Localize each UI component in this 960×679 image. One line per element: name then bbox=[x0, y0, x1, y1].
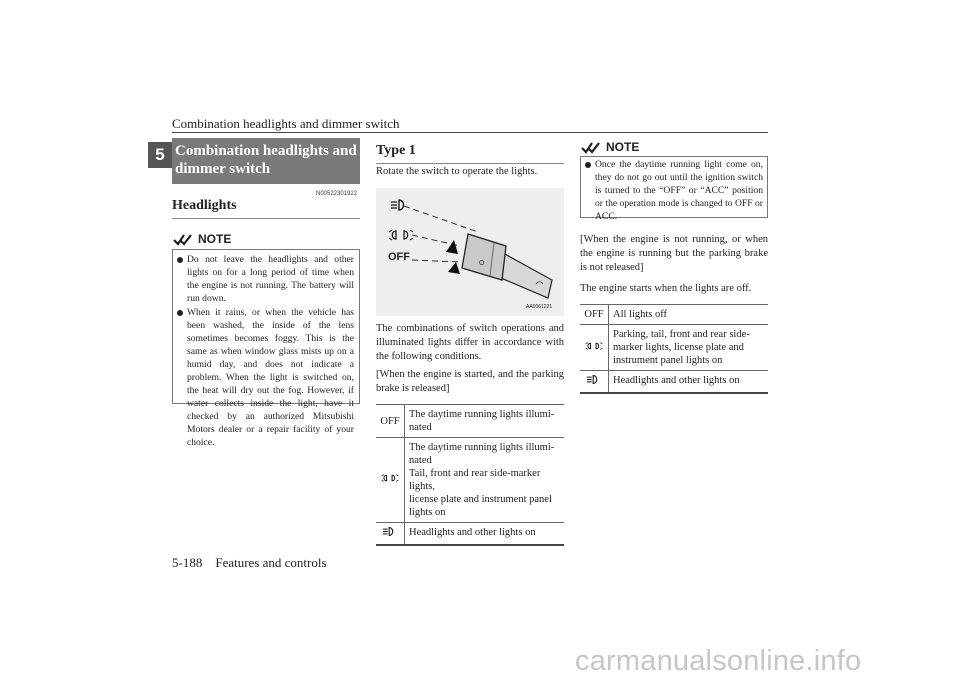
intro-text: Rotate the switch to operate the lights. bbox=[376, 166, 538, 177]
switch-illustration bbox=[376, 188, 564, 316]
note-list bbox=[584, 158, 763, 223]
table-description: Headlights and other lights on bbox=[405, 523, 565, 546]
table-symbol-cell bbox=[580, 371, 609, 394]
table-row bbox=[376, 405, 564, 438]
table-description: Headlights and other lights on bbox=[609, 371, 769, 394]
headlight-icon bbox=[382, 526, 398, 537]
table-symbol-off: OFF bbox=[376, 405, 405, 438]
paragraph-engine-started: [When the engine is started, and the parking brake is released] bbox=[376, 369, 564, 394]
note-box-left bbox=[172, 249, 360, 448]
page-number: 5-188 bbox=[172, 555, 203, 570]
table-symbol-off: OFF bbox=[580, 305, 609, 325]
parking-light-icon bbox=[381, 473, 399, 483]
section-id: N00522301922 bbox=[316, 191, 358, 197]
header-rule bbox=[172, 132, 768, 133]
table-description: The daytime running lights illumi- nated Tail, front and rear side-marker lights, license plate and instrument panel lights on bbox=[405, 438, 565, 523]
note-header-left bbox=[172, 232, 360, 246]
page-header-title: Combination headlights and dimmer switch bbox=[172, 116, 400, 131]
illustration-code: AA0061221 bbox=[526, 304, 553, 310]
subheading-headlights: Headlights bbox=[172, 198, 360, 219]
table-description: Parking, tail, front and rear side- marker lights, license plate and instrument panel lights on bbox=[609, 325, 769, 371]
section-title: Combination headlights and dimmer switch bbox=[172, 138, 360, 184]
parking-light-icon bbox=[585, 341, 603, 351]
table-row bbox=[580, 371, 768, 394]
paragraph-engine-starts: The engine starts when the lights are off. bbox=[580, 283, 752, 294]
table-description: The daytime running lights illumi- nated bbox=[405, 405, 565, 438]
table-description: All lights off bbox=[609, 305, 769, 325]
note-item: When it rains, or when the vehicle has been washed, the inside of the lens sometimes becomes foggy. This is the same as when window glass mists up on a humid day, and does not indicate a problem. When the light is switched on, the heat will dry out the fog. However, if water collects inside the light, have it checked by an authorized Mitsubishi Motors dealer or a repair facility of your choice. bbox=[176, 306, 354, 449]
lights-table-engine-not-running bbox=[580, 304, 768, 394]
watermark: carmanualsonline.info bbox=[575, 645, 862, 677]
svg-text:O: O bbox=[479, 260, 485, 267]
headlight-icon bbox=[390, 198, 410, 212]
parking-light-icon bbox=[388, 228, 414, 242]
lights-table-engine-started bbox=[376, 404, 564, 546]
note-list bbox=[176, 253, 354, 449]
note-label: NOTE bbox=[198, 232, 232, 246]
subheading-type-1: Type 1 bbox=[376, 143, 564, 164]
note-item: Do not leave the headlights and other lights on for a long period of time when the engine is not running. The battery will run down. bbox=[176, 253, 354, 305]
note-box-right bbox=[580, 156, 768, 222]
chapter-tab: 5 bbox=[148, 142, 172, 168]
paragraph-conditions: The combinations of switch operations and illuminated lights differ in accordance with the following conditions. bbox=[376, 323, 564, 362]
table-row bbox=[580, 305, 768, 325]
paragraph-engine-not-running: [When the engine is not running, or when the engine is running but the parking brake is not released] bbox=[580, 234, 768, 273]
page-footer bbox=[172, 555, 327, 571]
footer-section: Features and controls bbox=[215, 555, 327, 570]
note-item: Once the daytime running light come on, they do not go out until the ignition switch is turned to the “OFF” or “ACC” position or the operation mode is changed to OFF or ACC. bbox=[584, 158, 763, 223]
note-label: NOTE bbox=[606, 140, 640, 154]
note-check-icon bbox=[580, 141, 602, 154]
table-symbol-cell bbox=[376, 438, 405, 523]
note-check-icon bbox=[172, 233, 194, 246]
table-row bbox=[580, 325, 768, 371]
table-symbol-cell bbox=[376, 523, 405, 546]
headlight-icon bbox=[586, 374, 602, 385]
table-row bbox=[376, 523, 564, 546]
note-header-right bbox=[580, 140, 768, 157]
off-label: OFF bbox=[388, 251, 410, 263]
table-symbol-cell bbox=[580, 325, 609, 371]
table-row bbox=[376, 438, 564, 523]
